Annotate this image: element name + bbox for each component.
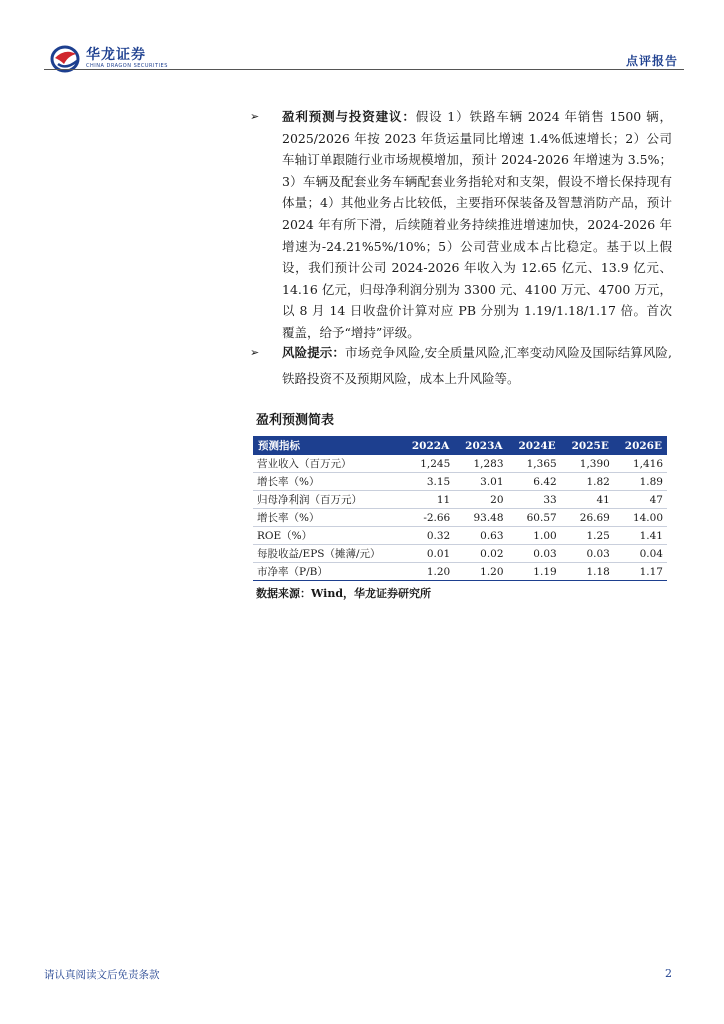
table-cell: 3.15 (401, 473, 454, 491)
table-cell: 1,390 (561, 455, 614, 473)
table-cell: 1.20 (454, 563, 507, 581)
table-row (253, 509, 667, 527)
table-cell: 0.63 (454, 527, 507, 545)
table-cell: 1.89 (614, 473, 667, 491)
bullet-text: 假设 1）铁路车辆 2024 年销售 1500 辆，2025/2026 年按 2023 年货运量同比增速 1.4%低速增长；2）公司车轴订单跟随行业市场规模增加，预计 2024-2026 年增速为 3.5%；3）车辆及配套业务车辆配套业务指轮对和支架，假设不增长保持现有体量；4）其他业务占比较低，主要指环保装备及智慧消防产品，预计 2024 年有所下滑，后续随着业务持续推进增速加快，2024-2026 年增速为-24.21%5%/10%；5）公司营业成本占比稳定。基于以上假设，我们预计公司 2024-2026 年收入为 12.65 亿元、13.9 亿元、14.16 亿元，归母净利润分别为 3300 元、4100 万元、4700 万元，以 8 月 14 日收盘价计算对应 PB 分别为 1.19/1.18/1.17 倍。首次覆盖，给予“增持”评级。 (282, 109, 672, 340)
header-cell: 2024E (508, 436, 561, 455)
table-row (253, 545, 667, 563)
header-cell: 2022A (401, 436, 454, 455)
header-divider (44, 69, 684, 70)
forecast-table (253, 436, 667, 581)
table-cell: 1,283 (454, 455, 507, 473)
bullet-text: 市场竞争风险,安全质量风险,汇率变动风险及国际结算风险,铁路投资不及预期风险，成本上升风险等。 (282, 345, 672, 386)
table-title: 盈利预测简表 (256, 413, 335, 428)
table-cell: 1.18 (561, 563, 614, 581)
table-cell: 26.69 (561, 509, 614, 527)
table-cell: 0.03 (508, 545, 561, 563)
table-cell: 市净率（P/B） (253, 563, 401, 581)
risk-bullet (252, 340, 672, 392)
bullet-lead: 盈利预测与投资建议： (282, 109, 416, 124)
bullet-lead: 风险提示： (282, 345, 345, 360)
data-source: 数据来源：Wind，华龙证券研究所 (256, 587, 432, 600)
logo-name: 华龙证券 (86, 47, 146, 63)
table-cell: 归母净利润（百万元） (253, 491, 401, 509)
table-cell: 0.32 (401, 527, 454, 545)
header-cell: 预测指标 (253, 436, 401, 455)
table-cell: 1.20 (401, 563, 454, 581)
table-row (253, 491, 667, 509)
table-cell: -2.66 (401, 509, 454, 527)
arrow-bullet-icon: ➢ (250, 346, 260, 359)
table-cell: 0.01 (401, 545, 454, 563)
table-header-row (253, 436, 667, 455)
table-cell: 营业收入（百万元） (253, 455, 401, 473)
table-cell: 47 (614, 491, 667, 509)
table-cell: ROE（%） (253, 527, 401, 545)
header-cell: 2025E (561, 436, 614, 455)
table-cell: 0.02 (454, 545, 507, 563)
table-row (253, 473, 667, 491)
table-cell: 0.03 (561, 545, 614, 563)
table-cell: 14.00 (614, 509, 667, 527)
table-cell: 11 (401, 491, 454, 509)
table-cell: 1.41 (614, 527, 667, 545)
table-cell: 3.01 (454, 473, 507, 491)
table-row (253, 527, 667, 545)
table-cell: 1,365 (508, 455, 561, 473)
table-cell: 1.19 (508, 563, 561, 581)
arrow-bullet-icon: ➢ (250, 110, 260, 123)
table-cell: 1.17 (614, 563, 667, 581)
table-cell: 每股收益/EPS（摊薄/元） (253, 545, 401, 563)
header-cell: 2023A (454, 436, 507, 455)
table-cell: 93.48 (454, 509, 507, 527)
table-cell: 6.42 (508, 473, 561, 491)
footer-disclaimer: 请认真阅读文后免责条款 (44, 969, 160, 981)
table-cell: 1.82 (561, 473, 614, 491)
table-cell: 增长率（%） (253, 473, 401, 491)
table-cell: 33 (508, 491, 561, 509)
page-number: 2 (665, 967, 672, 980)
table-row (253, 563, 667, 581)
header-cell: 2026E (614, 436, 667, 455)
table-cell: 60.57 (508, 509, 561, 527)
document-type: 点评报告 (625, 54, 678, 68)
table-cell: 1.00 (508, 527, 561, 545)
table-row (253, 455, 667, 473)
table-cell: 1.25 (561, 527, 614, 545)
table-cell: 增长率（%） (253, 509, 401, 527)
table-cell: 20 (454, 491, 507, 509)
table-cell: 1,416 (614, 455, 667, 473)
logo-english: CHINA DRAGON SECURITIES (86, 63, 168, 69)
table-cell: 0.04 (614, 545, 667, 563)
table-cell: 41 (561, 491, 614, 509)
table-cell: 1,245 (401, 455, 454, 473)
forecast-bullet (252, 106, 672, 344)
